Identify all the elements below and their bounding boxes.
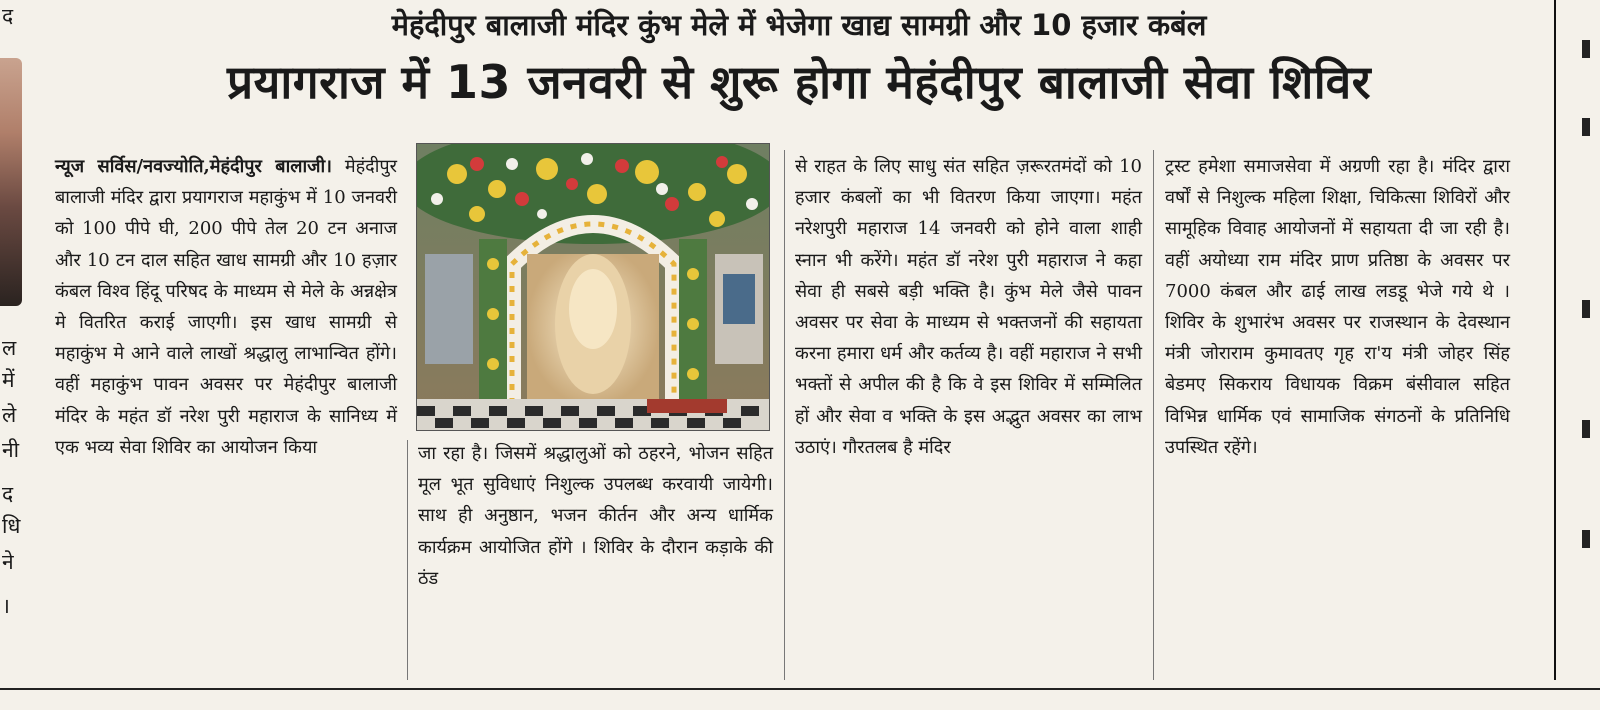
neighbour-photo-fragment: [0, 58, 22, 306]
column-4-text: ट्रस्ट हमेशा समाजसेवा में अग्रणी रहा है। मंदिर द्वारा वर्षों से निशुल्क महिला शिक्षा, चिकित्सा शिविरों और सामूहिक विवाह आयोजनों में सहायता दी जा रही है। वहीं अयोध्या राम मंदिर प्राण प्रतिष्ठा के अवसर पर 7000 कंबल और ढाई लाख लडडू भेजे गये थे । शिविर के शुभारंभ अवसर पर राजस्थान के देवस्थान मंत्री जोराराम कुमावतए गृह रा'य मंत्री जोहर सिंह बेडमए सिकराय विधायक विक्रम बंसीवाल सहित विभिन्न धार्मिक एवं सामाजिक संगठनों के प्रतिनिधि उपस्थित रहेंगे।: [1165, 156, 1510, 458]
column-divider: [407, 440, 408, 680]
edge-right-mark: [1582, 420, 1590, 438]
edge-right-mark: [1582, 40, 1590, 58]
article-column-3: [795, 151, 1142, 463]
temple-photo-illustration: [417, 144, 769, 430]
edge-left-text-fragment: ने: [2, 550, 14, 574]
edge-left-text-fragment: द: [2, 482, 14, 506]
edge-right-mark: [1582, 530, 1590, 548]
edge-right-mark: [1582, 118, 1590, 136]
column-divider: [784, 150, 785, 680]
bottom-rule: [0, 688, 1600, 690]
edge-left-text-fragment: द: [2, 4, 14, 28]
right-page-edge: [1554, 0, 1600, 680]
article-column-4: [1165, 151, 1510, 463]
column-3-text: से राहत के लिए साधु संत सहित ज़रूरतमंदों को 10 हजार कंबलों का भी वितरण किया जाएगा। महंत नरेशपुरी महाराज 14 जनवरी को होने वाला शाही स्नान भी करेंगे। महंत डॉ नरेश पुरी महाराज ने कहा सेवा ही सबसे बड़ी भक्ति है। कुंभ मेले जैसे पावन अवसर पर सेवा के माध्यम से भक्तजनों की सहायता करना हमारा धर्म और कर्तव्य है। वहीं महाराज ने सभी भक्तों से अपील की है कि वे इस शिविर में सम्मिलित हों और सेवा व भक्ति के इस अद्भुत अवसर का लाभ उठाएं। गौरतलब है मंदिर: [795, 156, 1142, 458]
sub-headline: मेहंदीपुर बालाजी मंदिर कुंभ मेले में भेजेगा खाद्य सामग्री और 10 हजार कबंल: [391, 8, 1207, 42]
edge-left-text-fragment: नी: [2, 438, 20, 462]
main-headline: प्रयागराज में 13 जनवरी से शुरू होगा मेहंदीपुर बालाजी सेवा शिविर: [226, 55, 1372, 109]
dateline: न्यूज सर्विस/नवज्योति,मेहंदीपुर बालाजी।: [55, 156, 332, 177]
edge-left-text-fragment: ।: [2, 594, 10, 618]
column-2-text: जा रहा है। जिसमें श्रद्धालुओं को ठहरने, भोजन सहित मूल भूत सुविधाएं निशुल्क उपलब्ध करवायी जायेगी। साथ ही अनुष्ठान, भजन कीर्तन और अन्य धार्मिक कार्यक्रम आयोजित होंगे । शिविर के दौरान कड़ाके की ठंड: [418, 443, 773, 589]
edge-left-text-fragment: ल: [2, 336, 17, 360]
article-column-2: [418, 438, 773, 594]
edge-left-text-fragment: में: [2, 368, 15, 392]
edge-right-mark: [1582, 300, 1590, 318]
edge-left-text-fragment: धि: [2, 514, 21, 538]
column-1-text: मेहंदीपुर बालाजी मंदिर द्वारा प्रयागराज महाकुंभ में 10 जनवरी को 100 पीपे घी, 200 पीपे तेल 20 टन अनाज और 10 टन दाल सहित खाध सामग्री और 10 हज़ार कंबल विश्व हिंदू परिषद के माध्यम से मेले के अन्नक्षेत्र मे वितरित कराई जाएगी। इस खाध सामग्री से महाकुंभ मे आने वाले लाखों श्रद्धालु लाभान्वित होंगे। वहीं महाकुंभ पावन अवसर पर मेहंदीपुर बालाजी मंदिर के महंत डॉ नरेश पुरी महाराज के सानिध्य में एक भव्य सेवा शिविर का आयोजन किया: [55, 156, 397, 458]
temple-photo: [416, 143, 770, 431]
left-page-edge: [0, 0, 40, 700]
edge-left-text-fragment: ले: [2, 403, 17, 427]
article-column-1: [55, 151, 397, 463]
column-divider: [1153, 150, 1154, 680]
